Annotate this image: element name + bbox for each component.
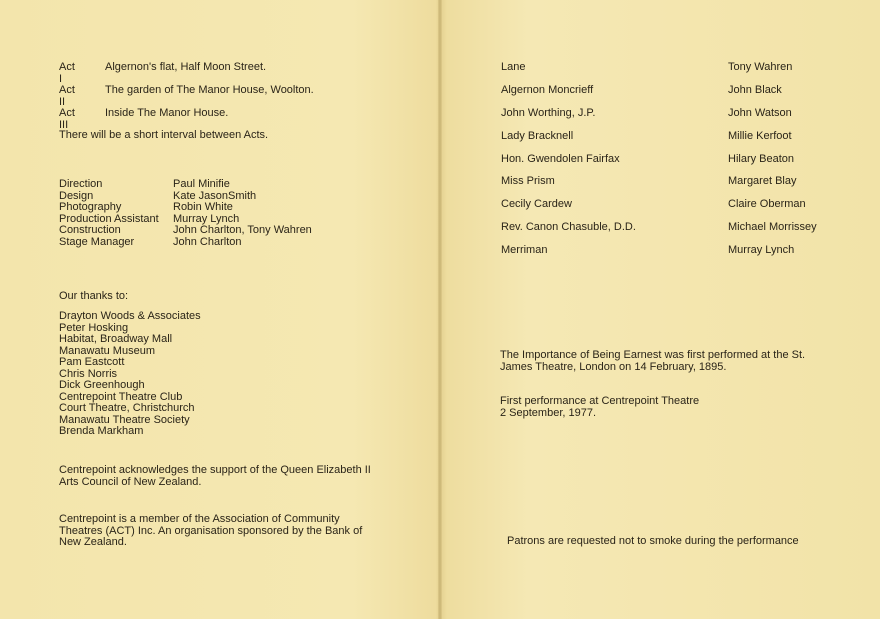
credit-role: Photography [59, 201, 122, 214]
thanks-item: Court Theatre, Christchurch [59, 402, 195, 414]
act-setting: Algernon's flat, Half Moon Street. [105, 61, 267, 73]
credit-role: Construction [59, 224, 121, 237]
character-name: Cecily Cardew [501, 198, 572, 210]
interval-note: There will be a short interval between Acts. [59, 129, 269, 141]
actor-name: Tony Wahren [728, 61, 793, 73]
note-line: James Theatre, London on 14 February, 1895. [500, 360, 727, 373]
act-setting: Inside The Manor House. [105, 107, 229, 119]
thanks-item: Brenda Markham [59, 425, 144, 437]
act-number: Act I [59, 61, 75, 85]
actor-name: Claire Oberman [728, 198, 806, 210]
note-line: 2 September, 1977. [500, 406, 597, 419]
thanks-item: Pam Eastcott [59, 356, 125, 368]
character-name: Hon. Gwendolen Fairfax [501, 153, 620, 165]
thanks-item: Manawatu Museum [59, 344, 155, 357]
membership-line: New Zealand. [59, 536, 127, 548]
first-performed-note [500, 350, 805, 373]
credit-role: Direction [59, 178, 103, 190]
thanks-item: Manawatu Theatre Society [59, 413, 190, 426]
credit-name: John Charlton [173, 235, 242, 248]
thanks-item: Habitat, Broadway Mall [59, 333, 173, 345]
actor-name: John Black [728, 84, 782, 96]
credit-name: John Charlton, Tony Wahren [173, 224, 312, 237]
actor-name: Michael Morrissey [728, 221, 817, 233]
centrepoint-first-note [500, 396, 699, 419]
thanks-item: Peter Hosking [59, 321, 129, 334]
thanks-heading: Our thanks to: [59, 290, 129, 302]
character-name: Algernon Moncrieff [501, 84, 594, 96]
membership-line: Theatres (ACT) Inc. An organisation sponsored by the Bank of [59, 524, 363, 537]
actor-name: Millie Kerfoot [728, 130, 792, 142]
smoking-notice: Patrons are requested not to smoke during the performance [507, 535, 799, 547]
left-page [0, 0, 438, 619]
character-name: Miss Prism [501, 175, 555, 187]
note-line: The Importance of Being Earnest was first performed at the St. [500, 349, 806, 361]
character-name: Merriman [501, 244, 548, 256]
character-name: John Worthing, J.P. [501, 107, 596, 119]
credit-name: Paul Minifie [173, 178, 230, 190]
act-membership [59, 514, 362, 549]
thanks-item: Drayton Woods & Associates [59, 310, 201, 322]
actor-name: Murray Lynch [728, 244, 795, 256]
character-name: Lady Bracknell [501, 130, 574, 142]
credit-role: Production Assistant [59, 212, 159, 225]
credit-name: Kate JasonSmith [173, 189, 257, 202]
arts-council-support [59, 465, 371, 488]
actor-name: Hilary Beaton [728, 153, 795, 165]
thanks-item: Chris Norris [59, 367, 118, 380]
act-number: Act III [59, 107, 75, 131]
actor-name: Margaret Blay [728, 175, 797, 187]
act-number: Act II [59, 84, 75, 108]
credit-role: Design [59, 189, 94, 202]
character-name: Rev. Canon Chasuble, D.D. [501, 221, 636, 233]
thanks-item: Centrepoint Theatre Club [59, 390, 183, 403]
credit-name: Robin White [173, 201, 233, 214]
support-line: Centrepoint acknowledges the support of the Queen Elizabeth II [59, 464, 371, 476]
actor-name: John Watson [728, 107, 792, 119]
thanks-item: Dick Greenhough [59, 379, 145, 391]
membership-line: Centrepoint is a member of the Association of Community [59, 513, 340, 525]
note-line: First performance at Centrepoint Theatre [500, 395, 700, 407]
act-setting: The garden of The Manor House, Woolton. [105, 84, 314, 96]
support-line: Arts Council of New Zealand. [59, 475, 202, 488]
credit-role: Stage Manager [59, 235, 135, 248]
credit-name: Murray Lynch [173, 212, 240, 225]
thanks-section [59, 290, 201, 438]
character-name: Lane [501, 61, 526, 73]
right-page [442, 0, 880, 619]
